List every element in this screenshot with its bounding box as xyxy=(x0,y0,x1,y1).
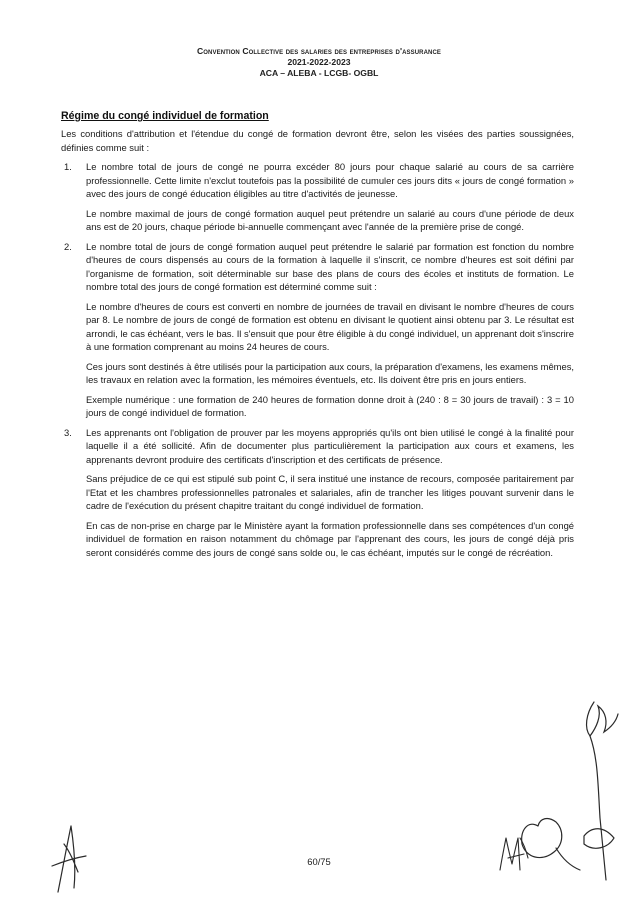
paragraph: Exemple numérique : une formation de 240 heures de formation donne droit à (240 : 8 = 30 jours de travail) : 3 = 10 jours de congé individuel de formation. xyxy=(86,393,574,418)
list-item xyxy=(61,160,574,234)
paragraph: Le nombre total de jours de congé formation auquel peut prétendre le salarié par formation est fonction du nombre d'heures de cours dispensés au cours de la formation à laquelle il s'inscrit, ce nombre d'heures est soit défini par l'organisme de formation, soit déterminable sur base des plans de cours des écoles et instituts de formation. Le nombre total des jours de congé formation est déterminé comme suit : xyxy=(86,240,574,292)
header-parties: ACA – ALEBA - LCGB- OGBL xyxy=(259,68,379,78)
list-item-number: 2. xyxy=(64,240,72,252)
document-header xyxy=(0,46,638,79)
list-item-number: 3. xyxy=(64,426,72,438)
section-title: Régime du congé individuel de formation xyxy=(61,110,269,122)
numbered-list xyxy=(61,160,574,559)
paragraph: Les apprenants ont l'obligation de prouver par les moyens appropriés qu'ils ont bien utilisé le congé à la finalité pour laquelle il a été sollicité. Afin de documenter plus particulièrement la participation aux cours et examens, les apprenants devront produire des certificats d'inscription et des certificats de présence. xyxy=(86,426,574,465)
handwritten-signature-icon xyxy=(44,822,94,894)
list-item xyxy=(61,426,574,560)
header-years: 2021-2022-2023 xyxy=(287,57,351,67)
header-convention-title: Convention Collective des salaries des entreprises d'assurance xyxy=(196,46,441,56)
paragraph: En cas de non-prise en charge par le Ministère ayant la formation professionnelle dans ses compétences d'un congé individuel de formation en raison notamment du chômage par l'apprenant des cours, les jours de congé déjà pris seront considérés comme des jours de congé sans solde ou, le cas échéant, imputés sur le congé de récréation. xyxy=(86,519,574,558)
list-item xyxy=(61,240,574,420)
paragraph: Sans préjudice de ce qui est stipulé sub point C, il sera institué une instance de recours, composée paritairement par l'Etat et les chambres professionnelles patronales et salariales, afin de trancher les litiges pouvant survenir dans le cadre de l'exécution du présent chapitre traitant du congé individuel de formation. xyxy=(86,473,574,511)
list-item-number: 1. xyxy=(64,161,72,172)
paragraph: Le nombre d'heures de cours est converti en nombre de journées de travail en divisant le nombre d'heures de cours par 8. Le nombre de jours de congé de formation est obtenu en divisant le quotient ainsi obtenu par 3. Le résultat est arrondi, le cas échéant, vers le bas. Il s'ensuit que pour être éligible à du congé individuel, un apprenant doit s'inscrire à une formation comprenant au moins 24 heures de cours. xyxy=(86,300,574,352)
paragraph: Le nombre total de jours de congé ne pourra excéder 80 jours pour chaque salarié au cours de sa carrière professionnelle. Cette limite n'exclut toutefois pas la possibilité de cumuler ces jours dits « jours de congé formation » avec des jours de congé éducation éligibles au titre d'activités de jeunesse. xyxy=(86,161,574,199)
intro-paragraph: Les conditions d'attribution et l'étendue du congé de formation devront être, selon les visées des parties soussignées, définies comme suit : xyxy=(61,128,574,153)
handwritten-initials-icon xyxy=(498,698,628,888)
page-number: 60/75 xyxy=(307,856,331,867)
paragraph: Le nombre maximal de jours de congé formation auquel peut prétendre un salarié au cours d'une période de deux ans est de 20 jours, chaque période bi-annuelle commençant avec l'année de la première prise de congé. xyxy=(86,207,574,232)
paragraph: Ces jours sont destinés à être utilisés pour la participation aux cours, la préparation d'examens, les examens mêmes, les travaux en relation avec la formation, les mémoires éventuels, etc. Ils doivent être pris en jours entiers. xyxy=(86,360,574,385)
document-body xyxy=(61,127,574,565)
